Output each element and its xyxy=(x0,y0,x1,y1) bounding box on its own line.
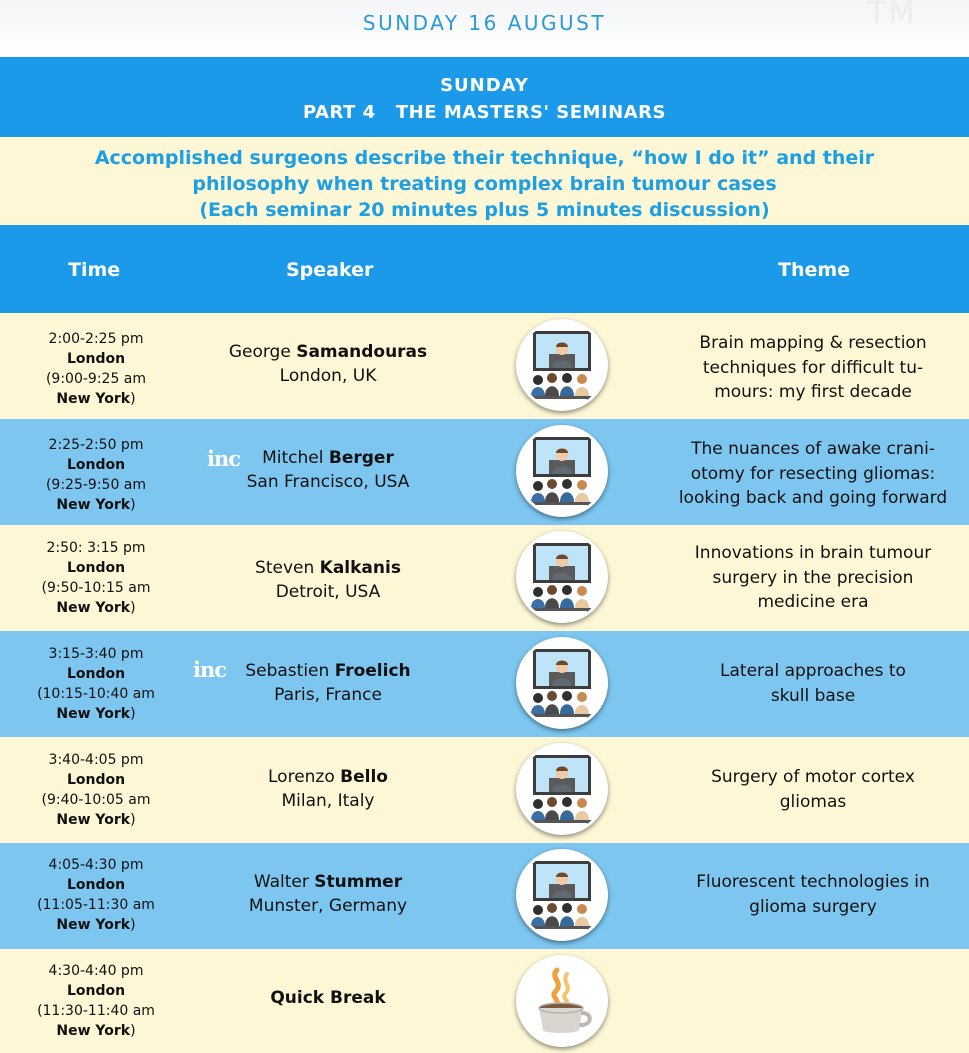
theme-line: Fluorescent technologies in xyxy=(696,872,930,892)
theme-line: gliomas xyxy=(779,791,847,812)
session-time xyxy=(0,855,192,935)
paren-close: ) xyxy=(130,1023,136,1039)
speaker-last-name: Froelich xyxy=(334,661,411,681)
paren-close: ) xyxy=(130,917,136,933)
inc-logo: inc xyxy=(193,657,227,682)
speaker-location: Munster, Germany xyxy=(248,896,408,916)
seminar-icon xyxy=(516,425,608,517)
city-london: London xyxy=(66,351,126,367)
table-row-break xyxy=(0,949,969,1053)
time-new-york: (9:25-9:50 am xyxy=(45,477,147,493)
speaker-cell xyxy=(200,556,456,604)
speaker-first-name: Lorenzo xyxy=(268,767,341,787)
table-row xyxy=(0,737,969,843)
city-london: London xyxy=(66,666,126,682)
seminar-illustration xyxy=(519,640,605,726)
table-row xyxy=(0,525,969,631)
city-new-york: New York xyxy=(56,917,131,933)
theme-cell xyxy=(660,659,966,708)
time-new-york: (11:30-11:40 am xyxy=(37,1003,155,1019)
session-description xyxy=(0,137,969,225)
time-london: 3:15-3:40 pm xyxy=(48,646,144,662)
speaker-last-name: Bello xyxy=(340,767,388,787)
seminar-illustration xyxy=(519,322,605,408)
city-new-york: New York xyxy=(56,812,131,828)
speaker-first-name: George xyxy=(228,342,297,362)
theme-line: Lateral approaches to xyxy=(720,661,906,681)
paren-close: ) xyxy=(130,600,136,616)
break-label: Quick Break xyxy=(270,988,386,1008)
description-line-1: Accomplished surgeons describe their technique, “how I do it” and their xyxy=(94,147,875,169)
theme-line: Surgery of motor cortex xyxy=(711,767,915,787)
speaker-last-name: Kalkanis xyxy=(319,558,401,578)
theme-line: looking back and going forward xyxy=(678,488,948,508)
table-row xyxy=(0,843,969,949)
date-text: SUNDAY 16 AUGUST xyxy=(362,11,607,35)
time-london: 2:50: 3:15 pm xyxy=(46,540,146,556)
time-new-york: (9:00-9:25 am xyxy=(45,371,147,387)
speaker-last-name: Stummer xyxy=(314,872,403,892)
theme-cell xyxy=(660,437,966,511)
city-london: London xyxy=(66,457,126,473)
speaker-last-name: Samandouras xyxy=(296,342,428,362)
session-time xyxy=(0,538,192,618)
time-new-york: (11:05-11:30 am xyxy=(37,897,155,913)
city-new-york: New York xyxy=(56,1023,131,1039)
theme-cell xyxy=(660,331,966,405)
seminar-icon xyxy=(516,531,608,623)
time-london: 2:25-2:50 pm xyxy=(48,437,144,453)
seminar-illustration xyxy=(519,746,605,832)
speaker-location: Detroit, USA xyxy=(275,582,381,602)
city-new-york: New York xyxy=(56,391,131,407)
speaker-location: Milan, Italy xyxy=(281,791,375,811)
seminar-icon xyxy=(516,849,608,941)
theme-line: skull base xyxy=(770,685,856,706)
session-time xyxy=(0,750,192,830)
table-row xyxy=(0,419,969,525)
city-new-york: New York xyxy=(56,600,131,616)
page-date-header xyxy=(0,0,969,56)
time-new-york: (9:50-10:15 am xyxy=(41,580,151,596)
speaker-first-name: Mitchel xyxy=(262,448,329,468)
theme-line: Brain mapping & resection xyxy=(699,333,927,353)
column-header-theme: Theme xyxy=(778,259,851,281)
time-london: 2:00-2:25 pm xyxy=(48,331,144,347)
speaker-location: London, UK xyxy=(279,366,377,386)
trademark-watermark: TM xyxy=(867,0,917,31)
seminar-icon xyxy=(516,743,608,835)
city-london: London xyxy=(66,560,126,576)
table-row xyxy=(0,313,969,419)
speaker-cell xyxy=(200,446,456,494)
column-header-time: Time xyxy=(68,259,121,281)
table-row xyxy=(0,631,969,737)
seminar-icon xyxy=(516,637,608,729)
theme-cell xyxy=(660,765,966,814)
theme-cell xyxy=(660,870,966,919)
speaker-cell xyxy=(200,659,456,707)
theme-line: medicine era xyxy=(757,592,869,612)
city-london: London xyxy=(66,772,126,788)
column-header-speaker: Speaker xyxy=(286,259,374,281)
schedule-panel xyxy=(0,57,969,1053)
speaker-cell xyxy=(200,870,456,918)
paren-close: ) xyxy=(130,391,136,407)
speaker-location: San Francisco, USA xyxy=(246,472,410,492)
session-part-title: PART 4 THE MASTERS' SEMINARS xyxy=(303,102,666,123)
session-title-band xyxy=(0,57,969,137)
seminar-icon xyxy=(516,319,608,411)
theme-cell xyxy=(660,541,966,615)
speaker-first-name: Walter xyxy=(253,872,315,892)
session-time xyxy=(0,435,192,515)
inc-logo: inc xyxy=(207,446,241,471)
speaker-first-name: Steven xyxy=(255,558,320,578)
description-line-3: (Each seminar 20 minutes plus 5 minutes discussion) xyxy=(199,199,770,221)
speaker-first-name: Sebastien xyxy=(245,661,335,681)
time-new-york: (9:40-10:05 am xyxy=(41,792,151,808)
paren-close: ) xyxy=(130,812,136,828)
session-time xyxy=(0,644,192,724)
city-london: London xyxy=(66,877,126,893)
session-time xyxy=(0,329,192,409)
theme-line: techniques for difficult tu- xyxy=(702,357,924,378)
time-london: 4:30-4:40 pm xyxy=(48,963,144,979)
speaker-last-name: Berger xyxy=(328,448,394,468)
time-london: 4:05-4:30 pm xyxy=(48,857,144,873)
theme-line: The nuances of awake crani- xyxy=(691,439,935,459)
seminar-illustration xyxy=(519,534,605,620)
paren-close: ) xyxy=(130,706,136,722)
time-new-york: (10:15-10:40 am xyxy=(37,686,155,702)
theme-line: glioma surgery xyxy=(749,896,877,917)
table-header xyxy=(0,225,969,313)
coffee-cup-icon xyxy=(516,955,608,1047)
speaker-cell xyxy=(200,765,456,813)
theme-line: otomy for resecting gliomas: xyxy=(690,463,936,484)
session-day: SUNDAY xyxy=(440,75,529,96)
session-time xyxy=(0,961,192,1041)
theme-line: Innovations in brain tumour xyxy=(694,543,932,563)
city-new-york: New York xyxy=(56,497,131,513)
city-london: London xyxy=(66,983,126,999)
time-london: 3:40-4:05 pm xyxy=(48,752,144,768)
seminar-illustration xyxy=(519,852,605,938)
seminar-illustration xyxy=(519,428,605,514)
city-new-york: New York xyxy=(56,706,131,722)
paren-close: ) xyxy=(130,497,136,513)
speaker-location: Paris, France xyxy=(274,685,382,705)
theme-line: mours: my first decade xyxy=(714,382,912,402)
speaker-cell xyxy=(200,340,456,388)
description-line-2: philosophy when treating complex brain tumour cases xyxy=(192,173,777,195)
theme-line: surgery in the precision xyxy=(712,567,914,588)
